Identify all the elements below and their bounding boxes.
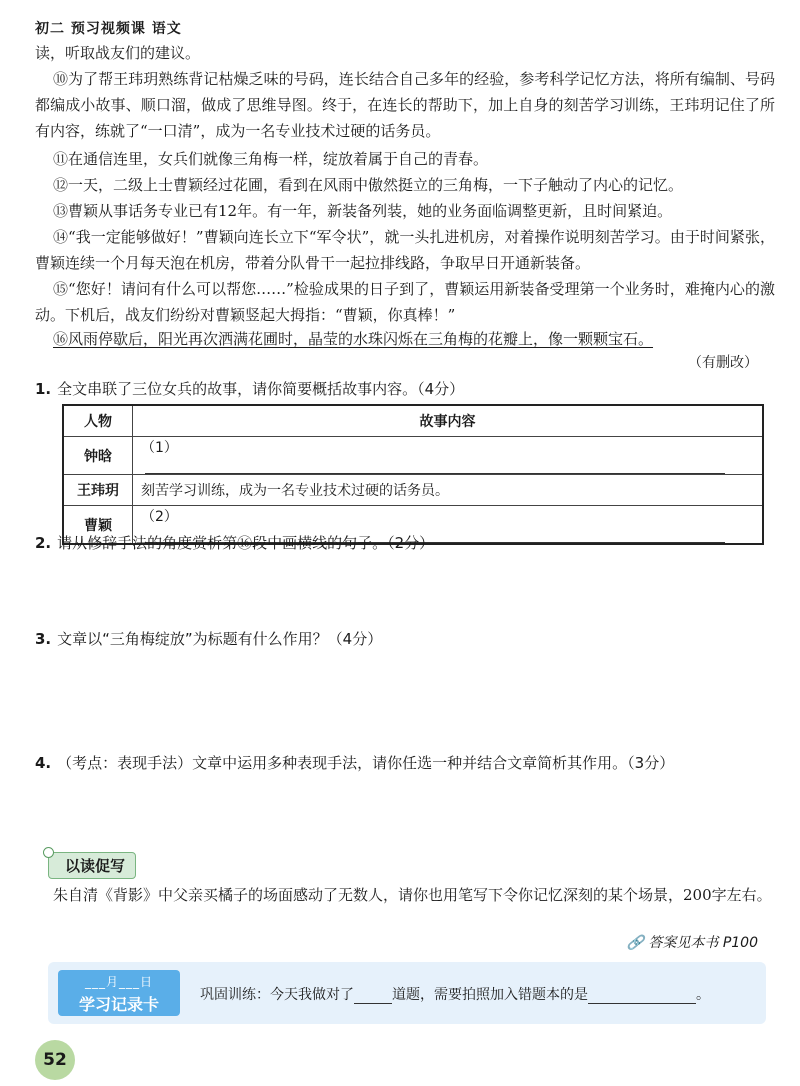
record-text-a: 巩固训练：今天我做对了 xyxy=(200,987,354,1003)
story-cell: 刻苦学习训练，成为一名专业技术过硬的话务员。 xyxy=(133,475,764,506)
answer-reference-text: 答案见本书 P100 xyxy=(648,935,758,951)
answer-reference xyxy=(626,932,758,952)
question-text: 文章以“三角梅绽放”为标题有什么作用？（4分） xyxy=(57,630,383,648)
writing-section-label: 以读促写 xyxy=(48,852,136,879)
question-text: 全文串联了三位女兵的故事，请你简要概括故事内容。（4分） xyxy=(57,380,465,398)
question-2 xyxy=(35,532,434,553)
question-text: 请从修辞手法的角度赏析第⑯段中画横线的句子。（2分） xyxy=(57,534,435,552)
passage-paragraph-14: ⑭“我一定能够做好！”曹颖向连长立下“军令状”，就一头扎进机房，对着操作说明刻苦学习。由于时间紧张，曹颖连续一个月每天泡在机房，带着分队骨干一起拉排线路，争取早日开通新装备。 xyxy=(35,228,775,272)
passage-paragraph-11: ⑪在通信连里，女兵们就像三角梅一样，绽放着属于自己的青春。 xyxy=(53,150,489,168)
mistake-blank[interactable] xyxy=(588,989,696,1004)
table-header-cell: 人物 xyxy=(63,405,133,437)
record-card-text xyxy=(200,984,710,1004)
study-record-card xyxy=(48,962,766,1024)
passage-paragraph-0: 读，听取战友们的建议。 xyxy=(35,44,201,62)
question-number: 4. xyxy=(35,754,52,772)
question-3 xyxy=(35,628,382,649)
correct-count-blank[interactable] xyxy=(354,989,392,1004)
blank-label: （1） xyxy=(141,440,178,456)
passage-paragraph-10: ⑩为了帮王玮玥熟练背记枯燥乏味的号码，连长结合自己多年的经验，参考科学记忆方法，将所有编制、号码都编成小故事、顺口溜，做成了思维导图。终于，在连长的帮助下，加上自身的刻苦学习训练，王玮玥记住了所有内容，练就了“一口清”，成为一名专业技术过硬的话务员。 xyxy=(35,70,775,140)
link-icon: 🔗 xyxy=(626,935,644,951)
answer-blank[interactable] xyxy=(145,457,725,474)
question-number: 1. xyxy=(35,380,52,398)
record-card-tab xyxy=(58,970,180,1016)
table-row xyxy=(63,475,763,506)
story-cell[interactable] xyxy=(133,437,764,475)
passage-paragraph-12: ⑫一天，二级上士曹颖经过花圃，看到在风雨中傲然挺立的三角梅，一下子触动了内心的记忆。 xyxy=(53,176,684,194)
record-card-title: 学习记录卡 xyxy=(78,995,159,1014)
question-text: （考点：表现手法）文章中运用多种表现手法，请你任选一种并结合文章简析其作用。（3分） xyxy=(57,754,675,772)
table-header-cell: 故事内容 xyxy=(133,405,764,437)
passage-paragraph-13: ⑬曹颖从事话务专业已有12年。有一年，新装备列装，她的业务面临调整更新，且时间紧迫。 xyxy=(53,202,673,220)
passage-paragraph-15: ⑮“您好！请问有什么可以帮您……”检验成果的日子到了，曹颖运用新装备受理第一个业务时，难掩内心的激动。下机后，战友们纷纷对曹颖竖起大拇指：“曹颖，你真棒！” xyxy=(35,280,775,324)
character-name: 王玮玥 xyxy=(63,475,133,506)
question-4 xyxy=(35,752,674,773)
question-1 xyxy=(35,378,464,399)
question-number: 3. xyxy=(35,630,52,648)
question-number: 2. xyxy=(35,534,52,552)
date-field[interactable]: ___月___日 xyxy=(84,975,153,989)
page-header: 初二 预习视频课 语文 xyxy=(35,21,182,37)
writing-prompt: 朱自清《背影》中父亲买橘子的场面感动了无数人，请你也用笔写下令你记忆深刻的某个场景，200字左右。 xyxy=(53,886,772,904)
story-table xyxy=(62,404,764,545)
record-text-c: 。 xyxy=(696,987,710,1003)
underlined-sentence: ⑯风雨停歇后，阳光再次洒满花圃时，晶莹的水珠闪烁在三角梅的花瓣上，像一颗颗宝石。 xyxy=(53,330,654,348)
table-row xyxy=(63,437,763,475)
table-header-row xyxy=(63,405,763,437)
character-name: 钟晗 xyxy=(63,437,133,475)
page-number: 52 xyxy=(35,1040,75,1080)
passage-paragraph-16 xyxy=(35,326,775,352)
record-text-b: 道题，需要拍照加入错题本的是 xyxy=(392,987,588,1003)
source-note: （有删改） xyxy=(688,355,758,371)
character-name: 曹颖 xyxy=(63,506,133,545)
blank-label: （2） xyxy=(141,509,178,525)
